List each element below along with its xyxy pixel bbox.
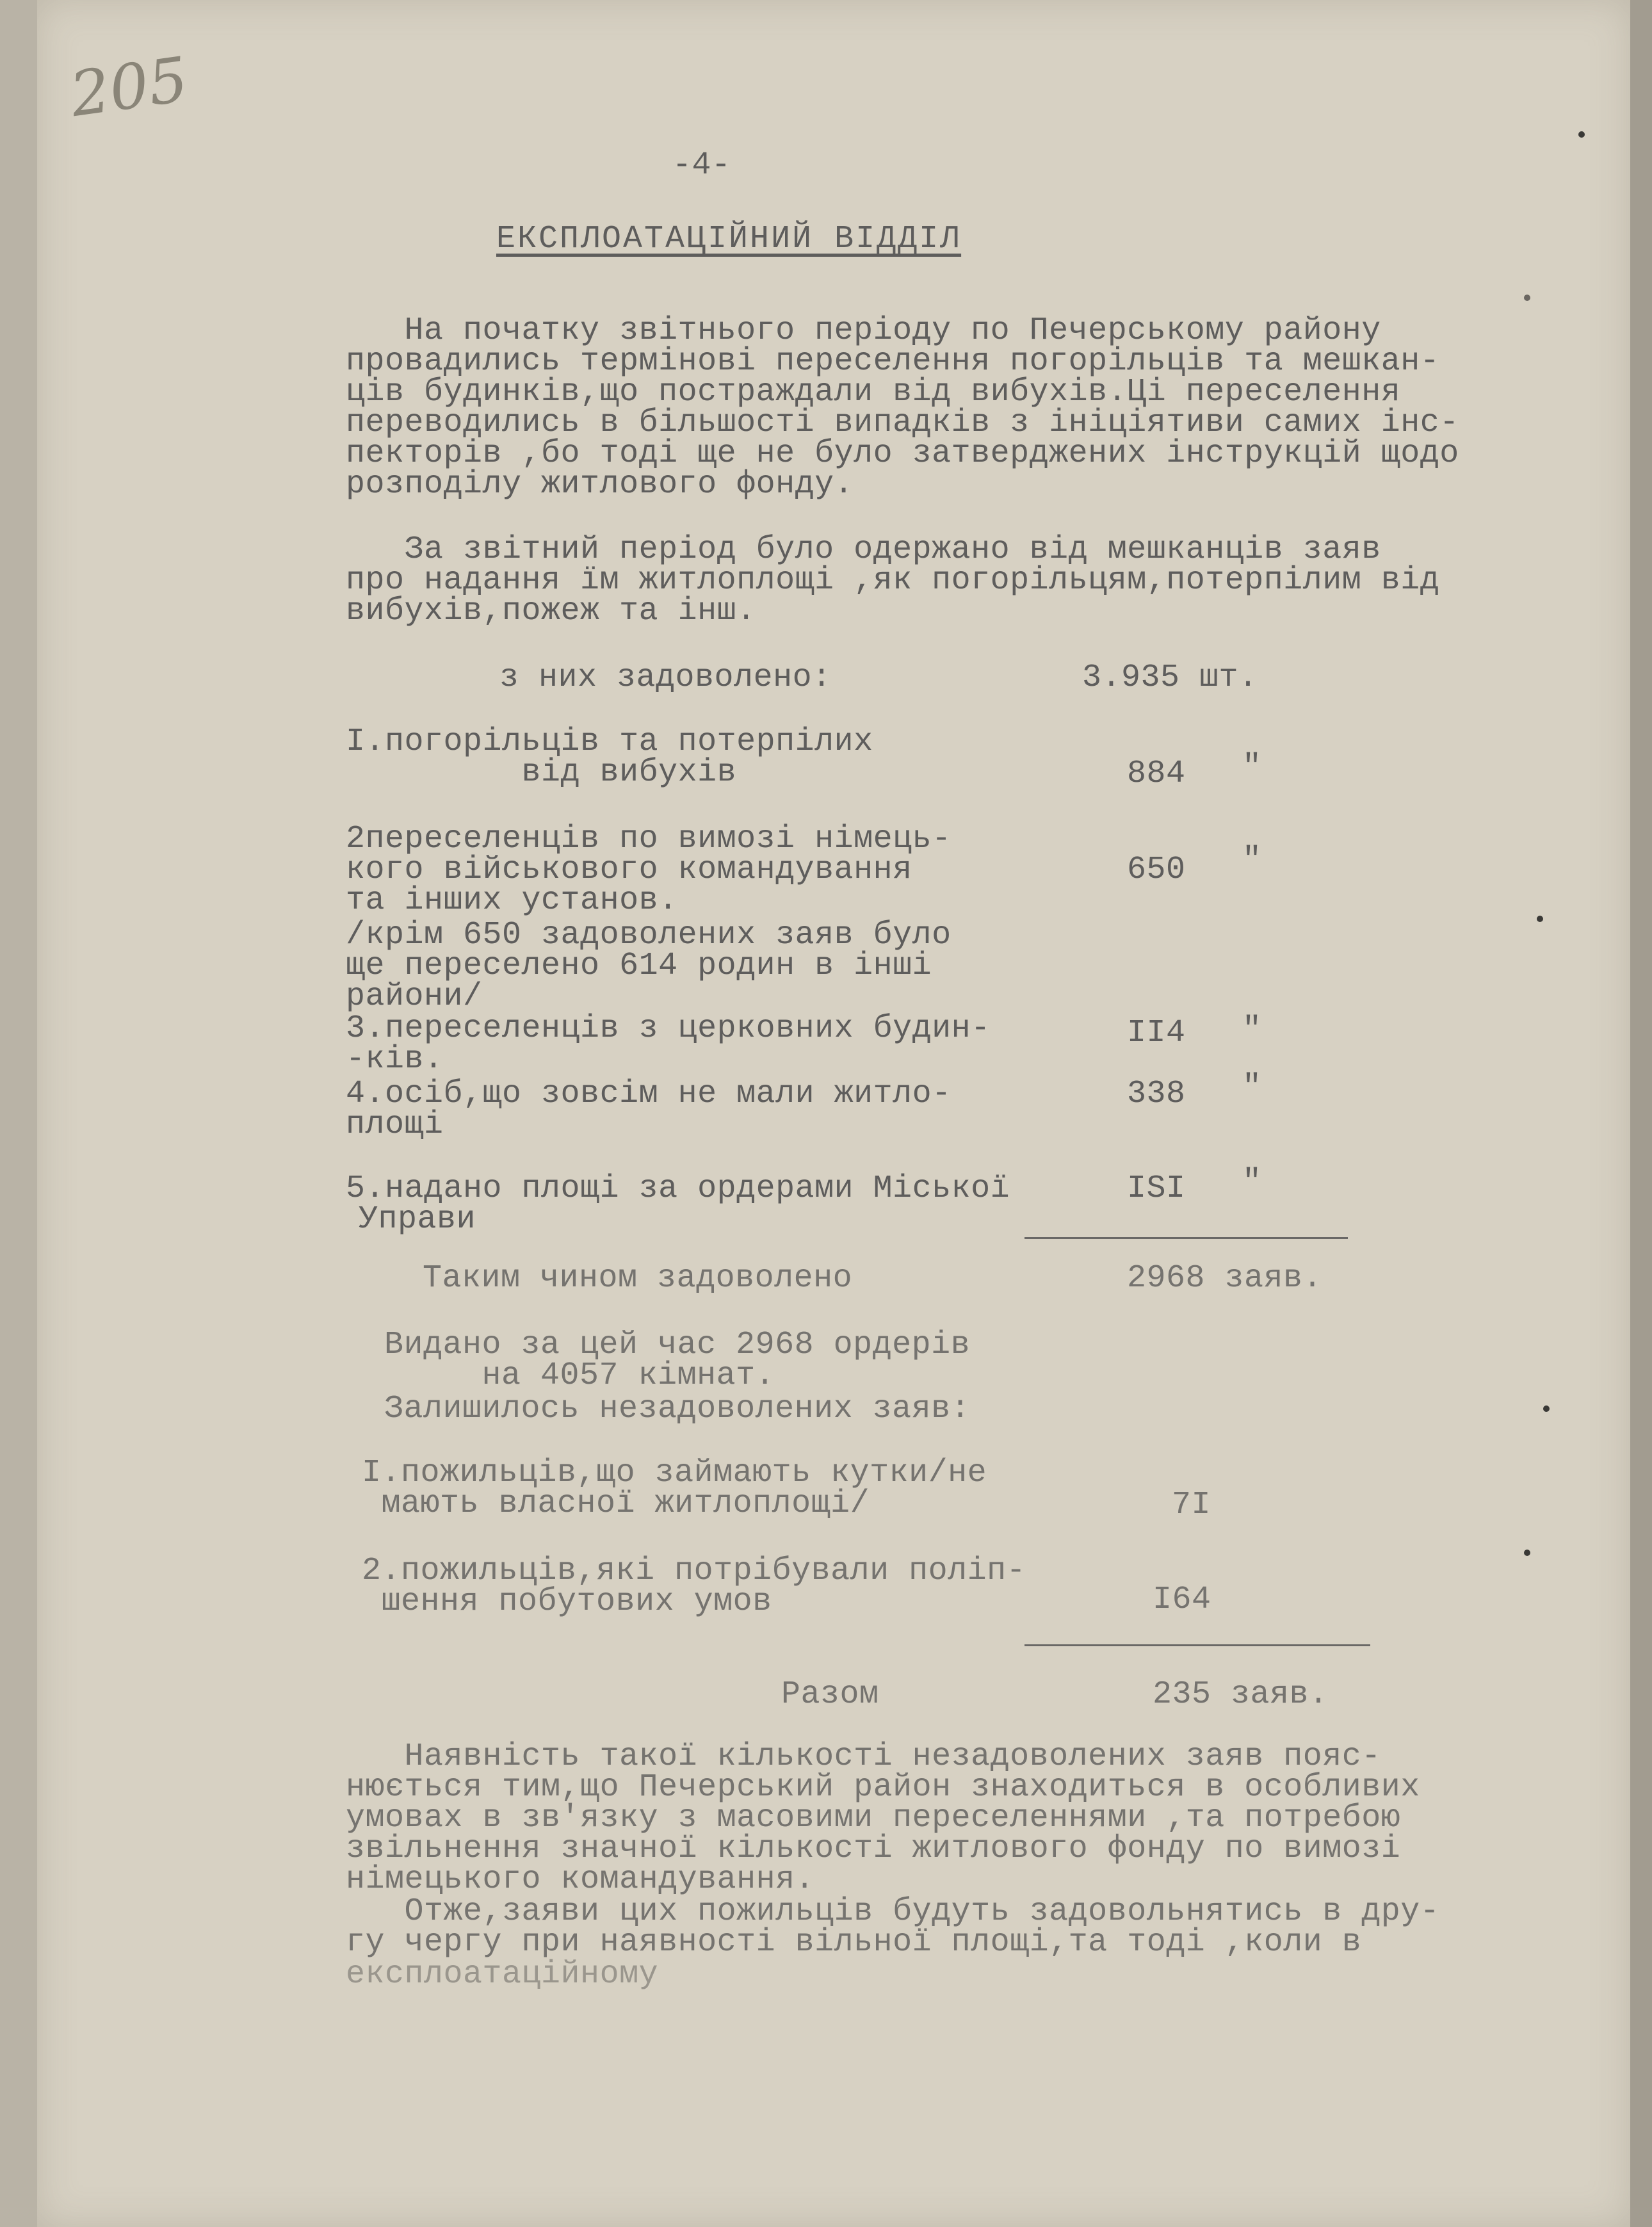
item-line: райони/ (346, 978, 483, 1015)
item-line: 3.переселенців з церковних будин- (346, 1010, 991, 1047)
paragraph3-line: Отже,заяви цих пожильців будуть задовольнятись в дру- (346, 1893, 1440, 1930)
remaining-item-line: мають власної житлоплощі/ (362, 1486, 870, 1522)
paper-speck (1537, 916, 1543, 922)
paragraph1-line: пекторів ,бо тоді ще не було затверджених інструкцій щодо (346, 435, 1459, 472)
item-line: та інших установ. (346, 882, 678, 919)
section-title: ЕКСПЛОАТАЦІЙНИЙ ВІДДІЛ (496, 221, 962, 257)
paragraph3-line: умовах в зв'язку з масовими переселеннями ,та потребою (346, 1800, 1401, 1836)
item-line: -ків. (346, 1041, 444, 1078)
item-line: 4.осіб,що зовсім не мали житло- (346, 1076, 952, 1112)
paragraph3-line: гу чергу при наявності вільної площі,та тоді ,коли в (346, 1924, 1362, 1961)
satisfied-label: з них задоволено: (499, 660, 832, 696)
remaining-item-value: І64 (1153, 1582, 1211, 1618)
paragraph1-line: провадились термінові переселення погорільців та мешкан- (346, 343, 1440, 380)
paper-speck (1543, 1405, 1550, 1412)
paragraph3-line: Наявність такої кількості незадоволених заяв пояс- (346, 1738, 1381, 1775)
item-line: площі (346, 1106, 444, 1143)
paragraph2-line: За звітний період було одержано від мешканців заяв (346, 531, 1381, 568)
item-line: ще переселено 614 родин в інші (346, 948, 932, 984)
paper-speck (1524, 295, 1530, 301)
issued-line: на 4057 кімнат. (384, 1357, 775, 1394)
item-line: від вибухів (346, 754, 737, 791)
folio-number: 205 (66, 43, 193, 131)
total-label: Таким чином задоволено (423, 1260, 853, 1297)
page-number: -4- (672, 147, 731, 184)
ditto-mark: " (1242, 749, 1262, 786)
remaining-item-line: І.пожильців,що займають кутки/не (362, 1455, 987, 1491)
sum-rule-2 (1024, 1644, 1370, 1646)
item-line: Управи (359, 1201, 476, 1238)
item-value: ІІ4 (1127, 1015, 1186, 1051)
ditto-mark: " (1242, 1164, 1262, 1201)
item-line: /крім 650 задоволених заяв було (346, 917, 952, 953)
sum-label: Разом (781, 1676, 879, 1713)
remaining-label: Залишилось незадоволених заяв: (384, 1391, 971, 1427)
remaining-item-line: 2.пожильців,які потрібували поліп- (362, 1553, 1026, 1589)
item-line: 5.надано площі за ордерами Міської (346, 1170, 1010, 1207)
item-line: І.погорільців та потерпілих (346, 724, 873, 760)
remaining-item-line: шення побутових умов (362, 1583, 772, 1620)
paragraph1-line: На початку звітнього періоду по Печерському району (346, 312, 1381, 349)
paragraph1-line: розподілу житлового фонду. (346, 466, 854, 503)
ditto-mark: " (1242, 1069, 1262, 1106)
item-line: кого військового командування (346, 852, 912, 888)
paragraph2-line: вибухів,пожеж та інш. (346, 593, 756, 629)
item-value: ІЅІ (1127, 1170, 1186, 1207)
paragraph3-line: нюється тим,що Печерський район знаходиться в особливих (346, 1769, 1420, 1806)
paragraph2-line: про надання їм житлоплощі ,як погорільцям,потерпілим від (346, 562, 1440, 599)
total-value: 2968 заяв. (1127, 1260, 1323, 1297)
ditto-mark: " (1242, 1012, 1262, 1048)
issued-line: Видано за цей час 2968 ордерів (384, 1327, 971, 1363)
paper-speck (1578, 131, 1585, 138)
page-edge (1630, 0, 1652, 2227)
remaining-item-value: 7І (1172, 1487, 1211, 1523)
paper-speck (1524, 1550, 1530, 1556)
sum-rule (1024, 1237, 1348, 1239)
item-value: 338 (1127, 1076, 1186, 1112)
sum-value: 235 заяв. (1153, 1676, 1329, 1713)
paragraph1-line: ців будинків,що постраждали від вибухів.Ці переселення (346, 374, 1401, 410)
paragraph3-line: експлоатаційному (346, 1956, 659, 1993)
satisfied-value: 3.935 шт. (1082, 660, 1258, 696)
item-line: 2переселенців по вимозі німець- (346, 821, 952, 857)
item-value: 884 (1127, 756, 1186, 792)
ditto-mark: " (1242, 842, 1262, 879)
paragraph3-line: німецького командування. (346, 1861, 815, 1898)
item-value: 650 (1127, 852, 1186, 888)
paragraph3-line: звільнення значної кількості житлового фонду по вимозі (346, 1831, 1401, 1867)
paragraph1-line: переводились в більшості випадків з ініціятиви самих інс- (346, 405, 1459, 441)
